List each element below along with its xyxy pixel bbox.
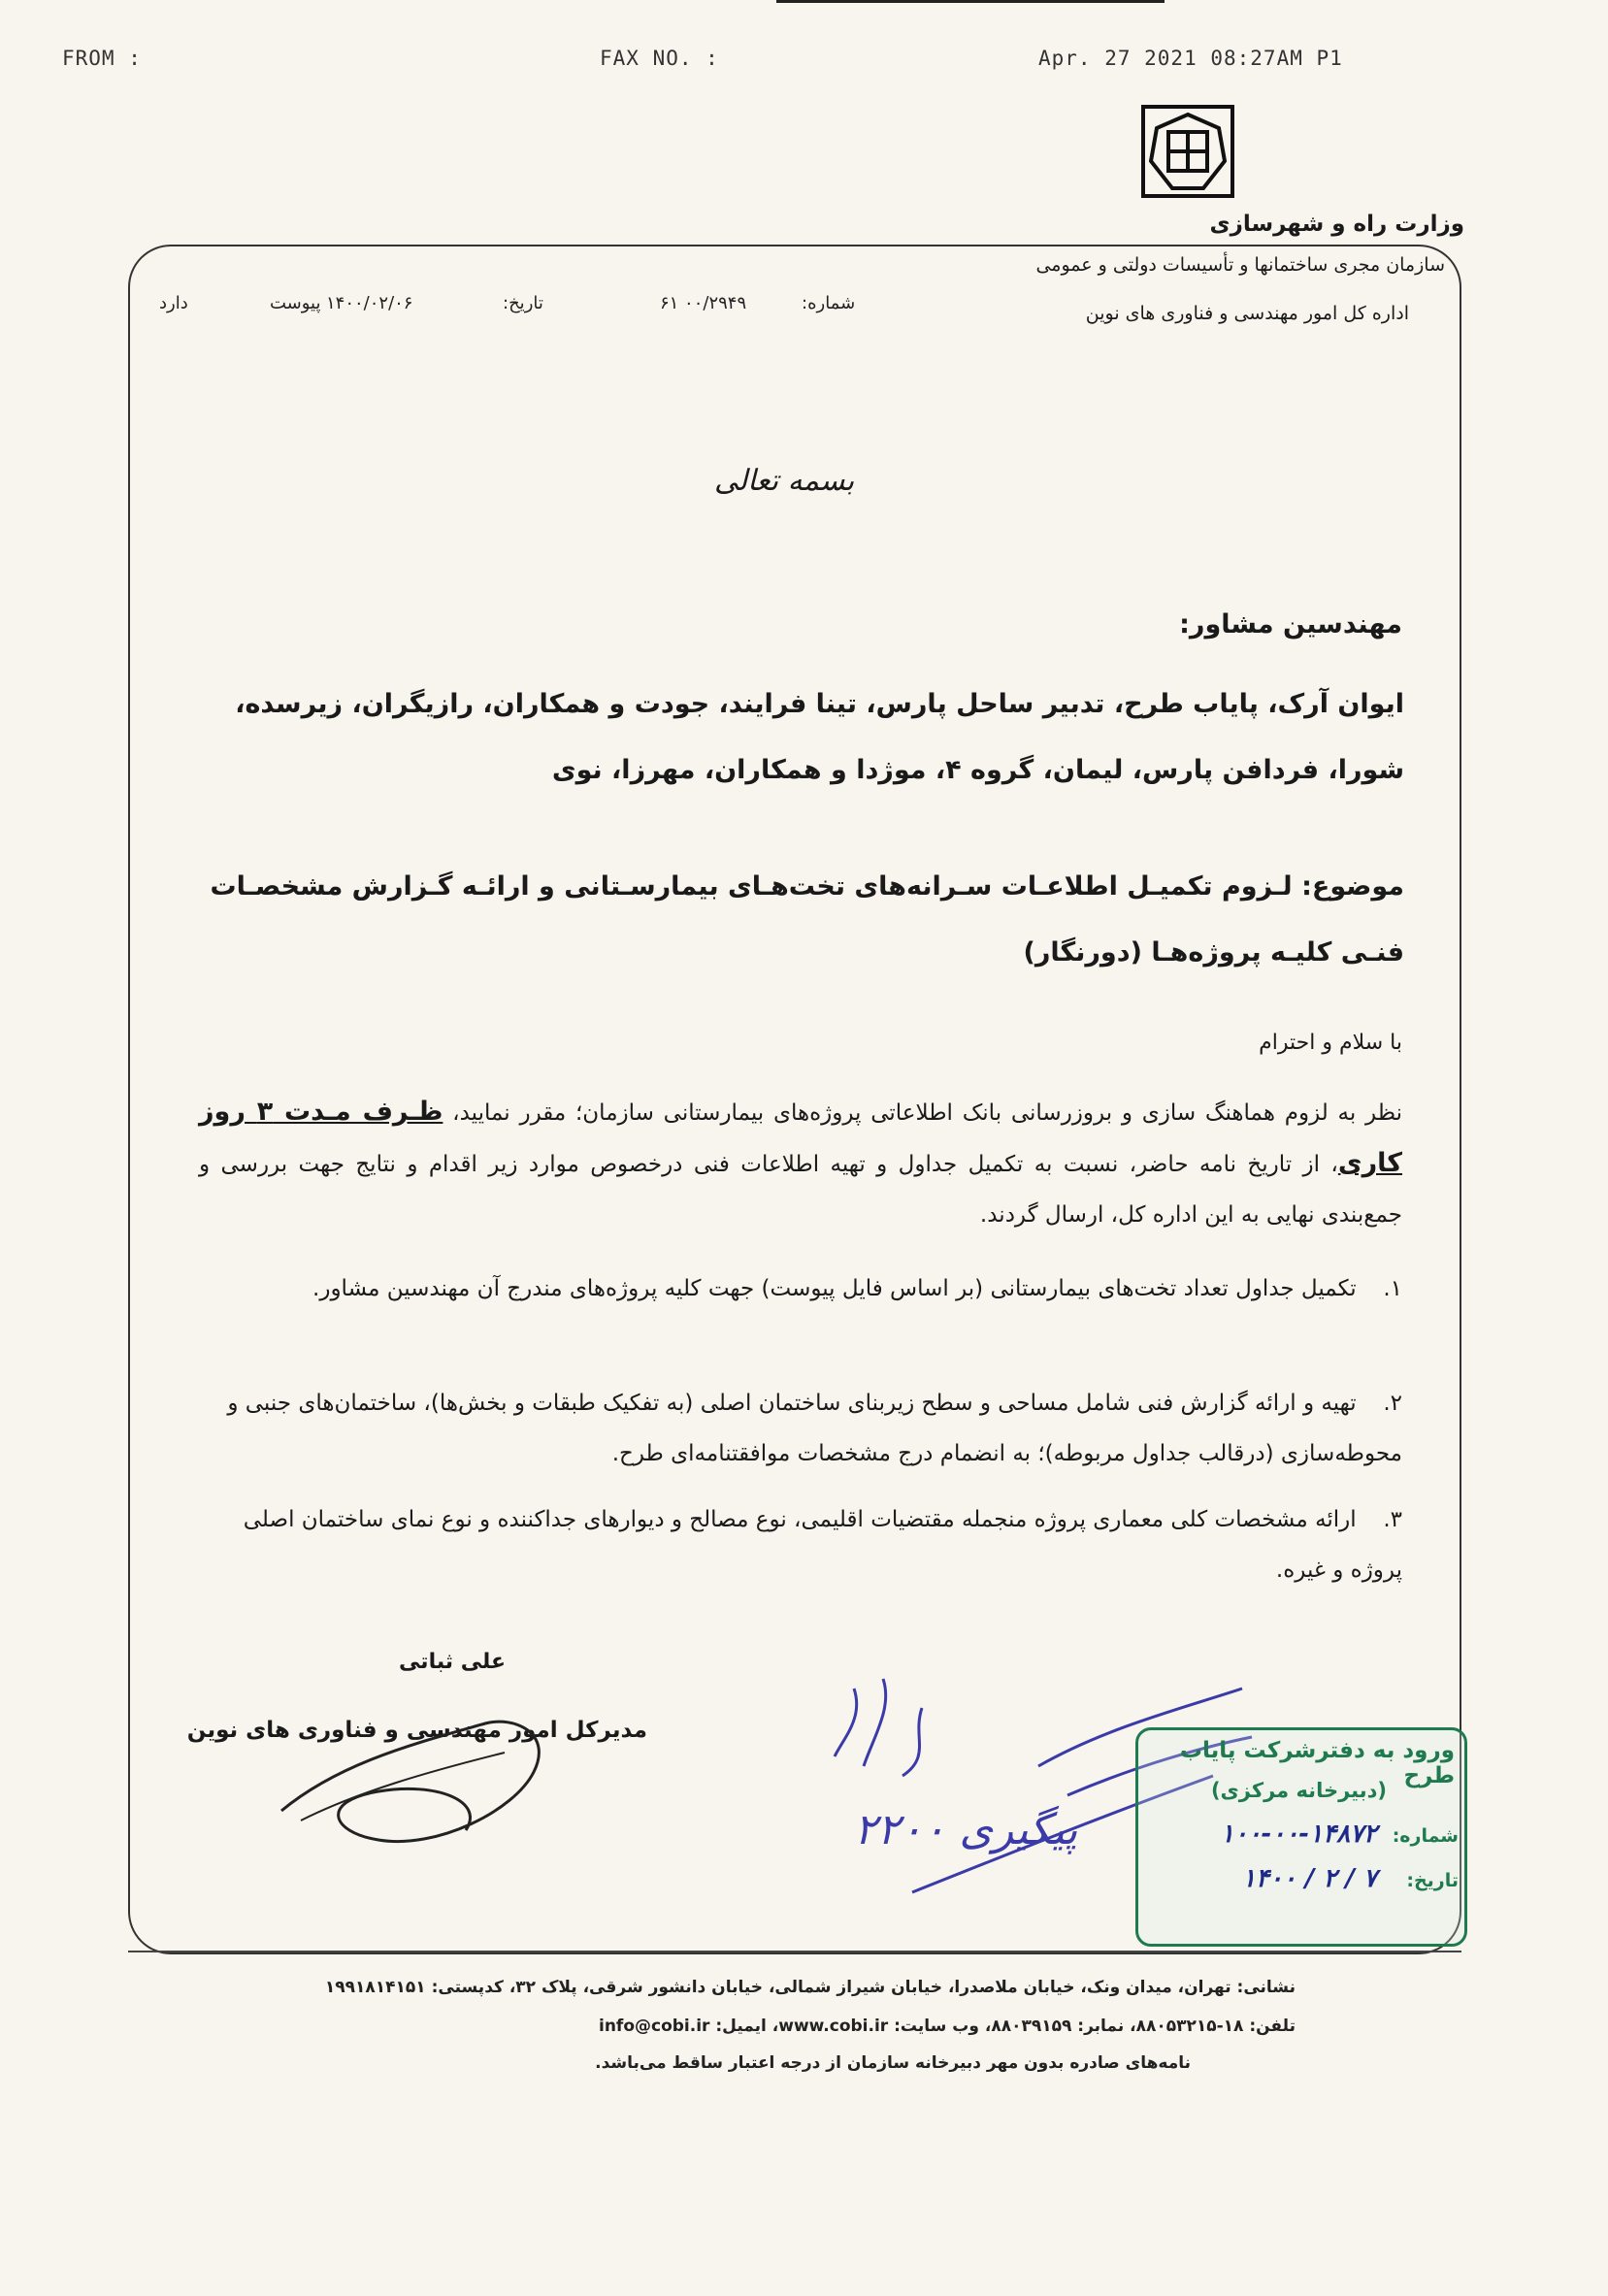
body-text-part2: ، از تاریخ نامه حاضر، نسبت به تکمیل جداول و تهیه اطلاعات فنی درخصوص موارد زیر اقدام و نتایج جهت بررسی و جمع‌بندی نهایی به این اداره کل، ارسال گردند.	[199, 1152, 1402, 1228]
recipient-list: ایوان آرک، پایاب طرح، تدبیر ساحل پارس، تینا فرایند، جودت و همکاران، رازیگران، زیرسده، شورا، فردافن پارس، لیمان، گروه ۴، موژدا و همکاران، مهرزا، نوی	[235, 689, 1404, 785]
attachment-value: دارد	[159, 293, 188, 313]
signer-name: علی ثباتی	[399, 1650, 506, 1674]
attachment-label: پیوست	[270, 293, 321, 313]
fax-from: FROM :	[62, 47, 142, 70]
footer-address: نشانی: تهران، میدان ونک، خیابان ملاصدرا، خیابان شیراز شمالی، خیابان دانشور شرقی، پلاک ۳۲، کدپستی: ۱۹۹۱۸۱۴۱۵۱	[324, 1978, 1296, 1997]
stamp-number-label: شماره:	[1392, 1825, 1459, 1847]
stamp-number-value: ۱۰۰-۰۰-۱۴۸۷۲	[1220, 1820, 1377, 1849]
basmala: بسمه تعالی	[714, 464, 855, 498]
date-label: تاریخ:	[503, 293, 543, 313]
window-grid-emblem-icon	[1141, 105, 1234, 198]
department-name: اداره کل امور مهندسی و فناوری های نوین	[1085, 303, 1409, 324]
list-item-number: ۲.	[1383, 1391, 1402, 1416]
handwritten-signature-icon	[262, 1704, 573, 1869]
addressee-heading: مهندسین مشاور:	[1179, 609, 1402, 640]
stamp-title: ورود به دفترشرکت پایاب طرح	[1179, 1738, 1455, 1788]
stamp-date-value: ۱۴۰۰ / ۲ / ۷	[1242, 1864, 1377, 1893]
footer-divider	[128, 1951, 1461, 1952]
stamp-date-label: تاریخ:	[1406, 1870, 1459, 1891]
date-value: ۱۴۰۰/۰۲/۰۶	[326, 293, 413, 313]
list-item-number: ۱.	[1383, 1276, 1402, 1301]
stamp-subtitle: (دبیرخانه مرکزی)	[1210, 1779, 1387, 1802]
receipt-stamp	[1135, 1727, 1467, 1947]
deadline-highlight: ظـرف مـدت ۳ روز کاری	[199, 1097, 1402, 1178]
subject-line: موضوع: لـزوم تکمیـل اطلاعـات سـرانه‌های تخت‌هـای بیمارسـتانی و ارائـه گـزارش مشخصـات فنـی کلیـه پروژه‌هـا (دورنگار)	[210, 871, 1404, 968]
list-item-number: ۳.	[1383, 1507, 1402, 1532]
ministry-name: وزارت راه و شهرسازی	[1209, 212, 1464, 237]
list-item-text: تهیه و ارائه گزارش فنی شامل مساحی و سطح زیربنای ساختمان اصلی (به تفکیک طبقات و بخش‌ها)، ساختمان‌های جنبی و محوطه‌سازی (درقالب جداول مربوطه)؛ به انضمام درج مشخصات موافقتنامه‌ای طرح.	[227, 1391, 1402, 1466]
signer-title: مدیرکل امور مهندسی و فناوری های نوین	[186, 1718, 647, 1743]
greeting: با سلام و احترام	[1259, 1031, 1402, 1055]
list-item	[199, 1263, 1402, 1314]
footer-validity-note: نامه‌های صادره بدون مهر دبیرخانه سازمان از درجه اعتبار ساقط می‌باشد.	[595, 2053, 1191, 2073]
body-text-part1: نظر به لزوم هماهنگ سازی و بروزرسانی بانک اطلاعاتی پروژه‌های بیمارستانی سازمان؛ مقرر نمایید،	[443, 1100, 1402, 1126]
list-item	[199, 1494, 1402, 1595]
fax-top-rule	[776, 0, 1165, 3]
fax-datetime: Apr. 27 2021 08:27AM P1	[1038, 47, 1343, 70]
list-item-text: ارائه مشخصات کلی معماری پروژه منجمله مقتضیات اقلیمی، نوع مصالح و دیوارهای جداکننده و نوع نمای ساختمان اصلی پروژه و غیره.	[243, 1507, 1402, 1583]
body-paragraph	[199, 1087, 1402, 1240]
list-item	[199, 1378, 1402, 1479]
list-item-text: تکمیل جداول تعداد تخت‌های بیمارستانی (بر اساس فایل پیوست) جهت کلیه پروژه‌های مندرج آن مهندسین مشاور.	[312, 1276, 1357, 1301]
number-label: شماره:	[802, 293, 856, 313]
handwritten-note-text: پیگیری ۲۲۰۰	[854, 1805, 1078, 1854]
organization-name: سازمان مجری ساختمانها و تأسیسات دولتی و عمومی	[1035, 254, 1445, 276]
number-value: ۶۱ ۰۰/۲۹۴۹	[660, 293, 747, 313]
fax-number: FAX NO. :	[600, 47, 719, 70]
footer-contact: تلفن: ۱۸-۸۸۰۵۳۲۱۵، نمابر: ۸۸۰۳۹۱۵۹، وب سایت: www.cobi.ir، ایمیل: info@cobi.ir	[599, 2017, 1296, 2036]
